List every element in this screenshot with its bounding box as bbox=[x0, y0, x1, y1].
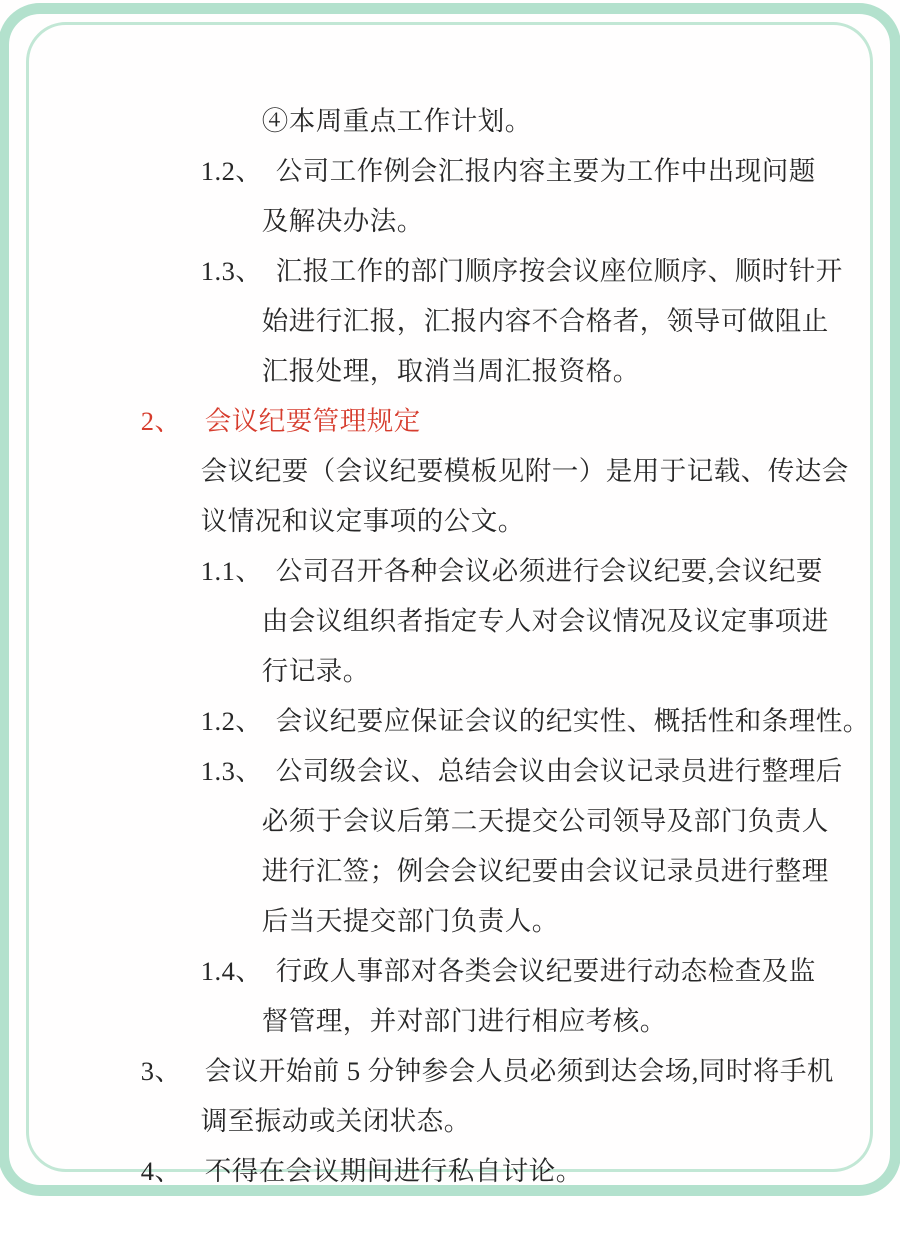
text-line bbox=[0, 46, 900, 136]
line-text: 公司级会议、总结会议由会议记录员进行整理后 bbox=[275, 756, 843, 786]
line-text: 必须于会议后第二天提交公司领导及部门负责人 bbox=[261, 806, 829, 836]
list-number: 1.2、 bbox=[200, 156, 263, 186]
text-line bbox=[0, 196, 900, 286]
line-text: 汇报工作的部门顺序按会议座位顺序、顺时针开 bbox=[275, 256, 843, 286]
heading-text: 会议纪要管理规定 bbox=[204, 406, 421, 436]
line-text: 行记录。 bbox=[261, 656, 370, 686]
list-number: 1.3、 bbox=[200, 256, 263, 286]
line-text: 调至振动或关闭状态。 bbox=[200, 1106, 471, 1136]
line-text: 会议纪要（会议纪要模板见附一）是用于记载、传达会 bbox=[200, 456, 849, 486]
line-text: 汇报处理，取消当周汇报资格。 bbox=[261, 356, 640, 386]
line-text: 公司召开各种会议必须进行会议纪要,会议纪要 bbox=[275, 556, 823, 586]
line-text: 议情况和议定事项的公文。 bbox=[200, 506, 525, 536]
line-text: 会议开始前 5 分钟参会人员必须到达会场,同时将手机 bbox=[204, 1056, 834, 1086]
list-number: 1.3、 bbox=[200, 756, 263, 786]
line-text: 及解决办法。 bbox=[261, 206, 424, 236]
list-number: 1.2、 bbox=[200, 706, 263, 736]
document-body bbox=[0, 46, 900, 1186]
list-number: 3、 bbox=[140, 1056, 182, 1086]
line-text: 后当天提交部门负责人。 bbox=[261, 906, 559, 936]
list-number: 4、 bbox=[140, 1156, 182, 1186]
list-number: 2、 bbox=[140, 406, 182, 436]
list-number: 1.1、 bbox=[200, 556, 263, 586]
line-text: 不得在会议期间进行私自讨论。 bbox=[204, 1156, 583, 1186]
line-text: 始进行汇报，汇报内容不合格者，领导可做阻止 bbox=[261, 306, 829, 336]
line-text: 由会议组织者指定专人对会议情况及议定事项进 bbox=[261, 606, 829, 636]
line-text: 督管理，并对部门进行相应考核。 bbox=[261, 1006, 667, 1036]
line-text: 行政人事部对各类会议纪要进行动态检查及监 bbox=[275, 956, 816, 986]
line-text: 公司工作例会汇报内容主要为工作中出现问题 bbox=[275, 156, 816, 186]
line-text: 会议纪要应保证会议的纪实性、概括性和条理性。 bbox=[275, 706, 870, 736]
text-line bbox=[0, 646, 900, 736]
line-text: ④本周重点工作计划。 bbox=[261, 106, 532, 136]
line-text: 进行汇签；例会会议纪要由会议记录员进行整理 bbox=[261, 856, 829, 886]
list-number: 1.4、 bbox=[200, 956, 263, 986]
